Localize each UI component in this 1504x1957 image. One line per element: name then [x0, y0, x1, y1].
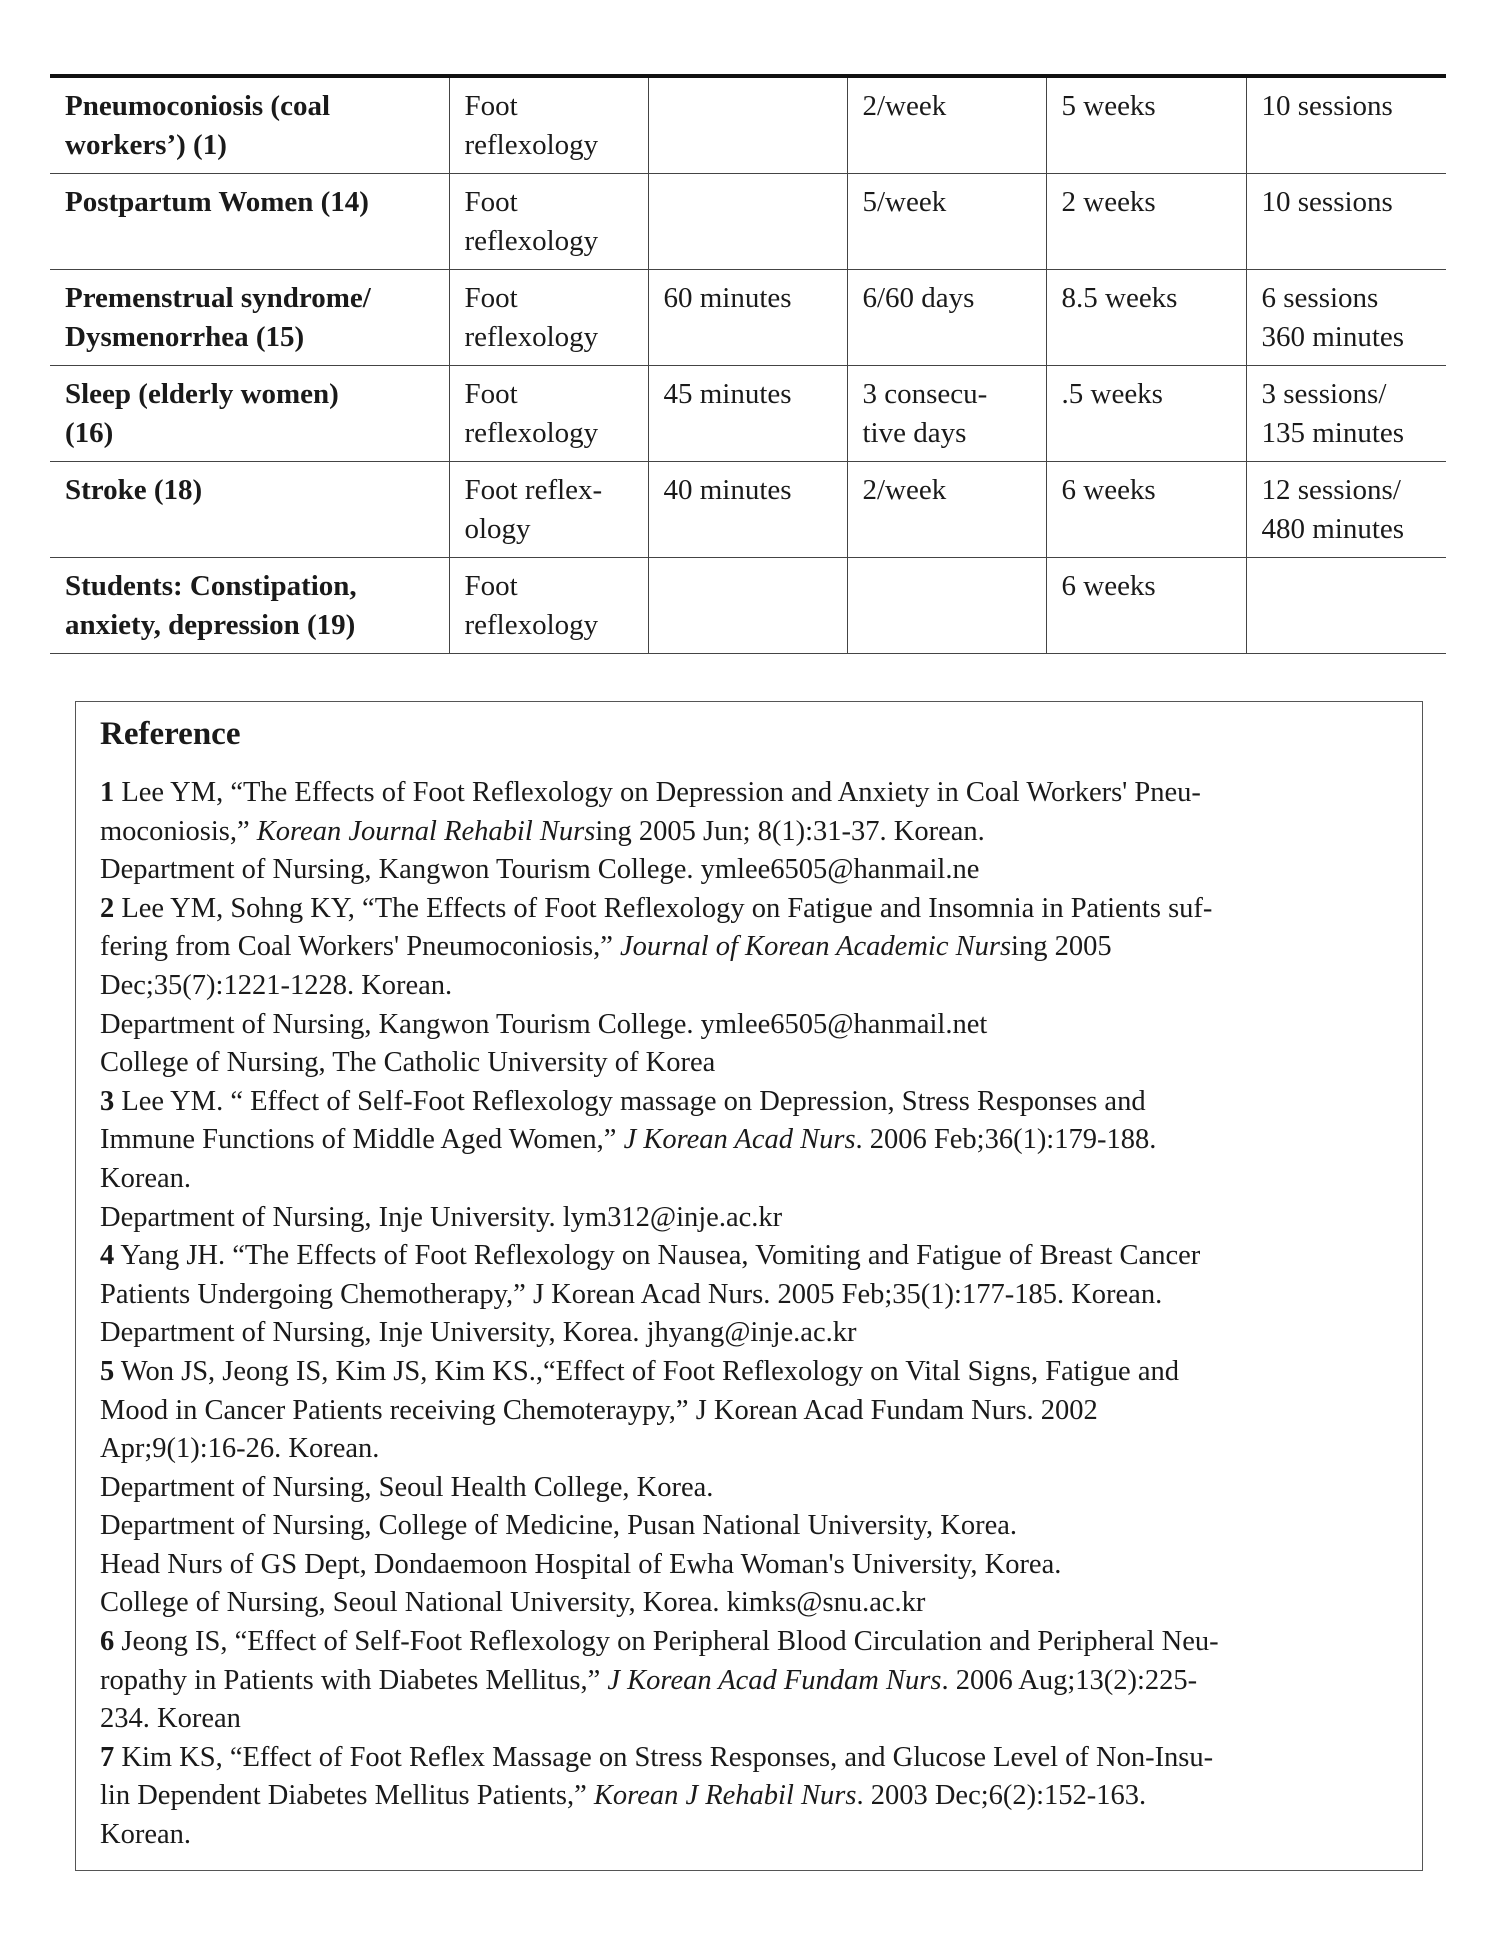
reference-line: [100, 1546, 1398, 1585]
reference-line: [100, 1353, 1398, 1392]
reference-text: Department of Nursing, Inje University, Korea. jhyang@inje.ac.kr: [100, 1317, 857, 1349]
journal-title: Korean Journal Rehabil Nurs: [256, 815, 596, 847]
study-length-cell: 6 weeks: [1046, 558, 1246, 654]
reference-text: College of Nursing, The Catholic University of Korea: [100, 1047, 716, 1079]
session-duration-cell: 40 minutes: [648, 462, 847, 558]
reference-line: [100, 813, 1398, 852]
reference-line: [100, 851, 1398, 890]
reference-text: fering from Coal Workers' Pneumoconiosis,”: [100, 931, 620, 963]
reference-number: 5: [100, 1355, 115, 1387]
table-row: [50, 558, 1446, 654]
reference-line: [100, 1314, 1398, 1353]
reference-line: [100, 1160, 1398, 1199]
frequency-cell: 5/week: [847, 174, 1046, 270]
reference-text: . 2006 Feb;36(1):179-188.: [855, 1124, 1157, 1156]
total-sessions-cell: 6 sessions 360 minutes: [1246, 270, 1446, 366]
condition-cell: Premenstrual syndrome/ Dysmenorrhea (15): [50, 270, 449, 366]
reflexology-studies-table: [50, 74, 1446, 654]
study-length-cell: 6 weeks: [1046, 462, 1246, 558]
treatment-cell: Foot reflexology: [449, 270, 648, 366]
session-duration-cell: 60 minutes: [648, 270, 847, 366]
reference-heading: Reference: [100, 716, 241, 752]
session-duration-cell: 45 minutes: [648, 366, 847, 462]
reference-text: Korean.: [100, 1819, 191, 1851]
reference-line: [100, 1392, 1398, 1431]
reference-text: moconiosis,”: [100, 815, 257, 847]
reference-line: [100, 967, 1398, 1006]
reference-text: Department of Nursing, Kangwon Tourism College. ymlee6505@hanmail.ne: [100, 854, 980, 886]
reference-line: [100, 1739, 1398, 1778]
reference-text: Department of Nursing, College of Medicine, Pusan National University, Korea.: [100, 1510, 1018, 1542]
frequency-cell: 2/week: [847, 462, 1046, 558]
reference-text: lin Dependent Diabetes Mellitus Patients,”: [100, 1780, 594, 1812]
reference-line: [100, 1121, 1398, 1160]
total-sessions-cell: 10 sessions: [1246, 76, 1446, 174]
reference-text: ropathy in Patients with Diabetes Mellitus,”: [100, 1664, 608, 1696]
reference-line: [100, 1584, 1398, 1623]
reference-text: . 2006 Aug;13(2):225-: [941, 1664, 1198, 1696]
total-sessions-cell: 3 sessions/ 135 minutes: [1246, 366, 1446, 462]
reference-number: 4: [100, 1240, 115, 1272]
journal-title: Korean J Rehabil Nurs: [593, 1780, 857, 1812]
table-row: [50, 76, 1446, 174]
reference-line: [100, 890, 1398, 929]
reference-text: 234. Korean: [100, 1703, 241, 1735]
reference-line: [100, 1662, 1398, 1701]
reference-text: Mood in Cancer Patients receiving Chemoteraypy,” J Korean Acad Fundam Nurs. 2002: [100, 1394, 1098, 1426]
journal-title: J Korean Acad Nurs: [623, 1124, 856, 1156]
reference-line: [100, 1276, 1398, 1315]
table-row: [50, 462, 1446, 558]
reference-text: ing 2005 Jun; 8(1):31-37. Korean.: [595, 815, 985, 847]
reference-number: 6: [100, 1626, 115, 1658]
condition-cell: Stroke (18): [50, 462, 449, 558]
reference-text: ing 2005: [1011, 931, 1112, 963]
reference-number: 2: [100, 892, 115, 924]
table-row: [50, 174, 1446, 270]
reference-line: [100, 1083, 1398, 1122]
reference-text: Won JS, Jeong IS, Kim JS, Kim KS.,“Effect of Foot Reflexology on Vital Signs, Fatigue and: [114, 1355, 1179, 1387]
condition-cell: Sleep (elderly women) (16): [50, 366, 449, 462]
frequency-cell: 2/week: [847, 76, 1046, 174]
reference-text: Dec;35(7):1221-1228. Korean.: [100, 969, 453, 1001]
condition-cell: Postpartum Women (14): [50, 174, 449, 270]
reference-line: [100, 1816, 1398, 1855]
frequency-cell: 3 consecu- tive days: [847, 366, 1046, 462]
reference-text: Lee YM, “The Effects of Foot Reflexology on Depression and Anxiety in Coal Workers' Pneu-: [114, 777, 1201, 808]
total-sessions-cell: 12 sessions/ 480 minutes: [1246, 462, 1446, 558]
reference-line: [100, 1623, 1398, 1662]
session-duration-cell: [648, 558, 847, 654]
treatment-cell: Foot reflexology: [449, 76, 648, 174]
frequency-cell: 6/60 days: [847, 270, 1046, 366]
reference-box: [75, 701, 1423, 1871]
reference-text: Head Nurs of GS Dept, Dondaemoon Hospital of Ewha Woman's University, Korea.: [100, 1548, 1062, 1580]
reference-number: 7: [100, 1741, 115, 1773]
journal-title: J Korean Acad Fundam Nurs: [607, 1664, 942, 1696]
reference-text: College of Nursing, Seoul National University, Korea. kimks@snu.ac.kr: [100, 1587, 926, 1619]
condition-cell: Students: Constipation, anxiety, depression (19): [50, 558, 449, 654]
reference-text: Korean.: [100, 1162, 191, 1194]
journal-title: Journal of Korean Academic Nurs: [619, 931, 1012, 963]
reference-line: [100, 1700, 1398, 1739]
reference-line: [100, 1237, 1398, 1276]
reference-line: [100, 1006, 1398, 1045]
reference-line: [100, 1430, 1398, 1469]
treatment-cell: Foot reflexology: [449, 366, 648, 462]
reference-text: Department of Nursing, Seoul Health College, Korea.: [100, 1471, 714, 1503]
reference-text: Yang JH. “The Effects of Foot Reflexology on Nausea, Vomiting and Fatigue of Breast Cancer: [114, 1240, 1201, 1272]
reference-list: [100, 774, 1398, 1855]
reference-text: Lee YM, Sohng KY, “The Effects of Foot Reflexology on Fatigue and Insomnia in Patients suf-: [114, 892, 1213, 924]
reference-text: Department of Nursing, Kangwon Tourism College. ymlee6505@hanmail.net: [100, 1008, 988, 1040]
reference-line: [100, 1044, 1398, 1083]
treatment-cell: Foot reflexology: [449, 558, 648, 654]
condition-cell: Pneumoconiosis (coal workers’) (1): [50, 76, 449, 174]
reference-text: Immune Functions of Middle Aged Women,”: [100, 1124, 624, 1156]
study-length-cell: 5 weeks: [1046, 76, 1246, 174]
reference-line: [100, 928, 1398, 967]
session-duration-cell: [648, 174, 847, 270]
total-sessions-cell: 10 sessions: [1246, 174, 1446, 270]
reference-line: [100, 1469, 1398, 1508]
total-sessions-cell: [1246, 558, 1446, 654]
reference-text: Department of Nursing, Inje University. lym312@inje.ac.kr: [100, 1201, 783, 1233]
study-length-cell: 2 weeks: [1046, 174, 1246, 270]
reference-text: Kim KS, “Effect of Foot Reflex Massage on Stress Responses, and Glucose Level of Non-Insu-: [114, 1741, 1214, 1773]
reference-line: [100, 1777, 1398, 1816]
reference-number: 3: [100, 1085, 115, 1117]
treatment-cell: Foot reflex- ology: [449, 462, 648, 558]
study-length-cell: 8.5 weeks: [1046, 270, 1246, 366]
reference-text: Apr;9(1):16-26. Korean.: [100, 1433, 380, 1465]
reference-text: Lee YM. “ Effect of Self-Foot Reflexology massage on Depression, Stress Responses and: [114, 1085, 1146, 1117]
reference-text: Jeong IS, “Effect of Self-Foot Reflexology on Peripheral Blood Circulation and Peripheral Neu-: [114, 1626, 1219, 1658]
reference-text: Patients Undergoing Chemotherapy,” J Korean Acad Nurs. 2005 Feb;35(1):177-185. Korean.: [100, 1278, 1163, 1310]
reference-line: [100, 774, 1398, 813]
reference-line: [100, 1507, 1398, 1546]
treatment-cell: Foot reflexology: [449, 174, 648, 270]
table-row: [50, 270, 1446, 366]
table-row: [50, 366, 1446, 462]
session-duration-cell: [648, 76, 847, 174]
frequency-cell: [847, 558, 1046, 654]
reference-line: [100, 1199, 1398, 1238]
reference-number: 1: [100, 777, 115, 808]
study-length-cell: .5 weeks: [1046, 366, 1246, 462]
reference-text: . 2003 Dec;6(2):152-163.: [856, 1780, 1147, 1812]
